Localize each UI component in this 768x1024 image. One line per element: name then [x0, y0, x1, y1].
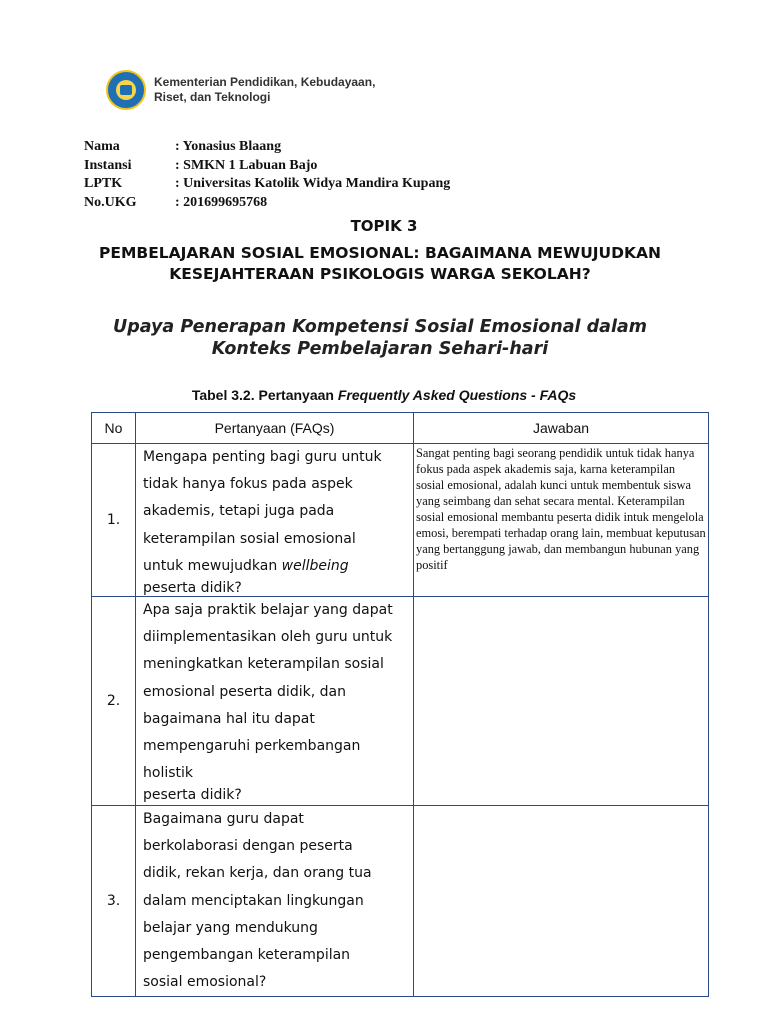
question-line: peserta didik?: [143, 787, 242, 804]
table-caption-italic: Frequently Asked Questions - FAQs: [337, 387, 577, 403]
header-question: Pertanyaan (FAQs): [136, 413, 414, 444]
table-header-row: [92, 413, 709, 444]
answer-cell[interactable]: Sangat penting bagi seorang pendidik untuk tidak hanya fokus pada aspek akademis saja, karna keterampilan sosial emosional, adalah kunci untuk membentuk siswa yang seimbang dan sehat secara mental. Keterampilan sosial emosional membantu peserta didik intuk mengelola emosi, berempati terhadap orang lain, membuat keputusan yang bertanggung jawab, dan membangun hubunan yang positif: [414, 444, 709, 597]
question-line: pengembangan keterampilan: [143, 947, 351, 964]
subtitle-line2: Konteks Pembelajaran Sehari-hari: [211, 339, 549, 359]
question-line: bagaimana hal itu dapat: [143, 710, 315, 727]
question-line: tidak hanya fokus pada aspek: [143, 476, 353, 493]
ministry-emblem-icon: [106, 70, 146, 110]
question-cell: [136, 806, 414, 997]
ministry-name-line2: Riset, dan Teknologi: [154, 90, 271, 104]
identity-label: LPTK: [84, 176, 123, 191]
row-number: 3.: [92, 806, 136, 997]
main-title: [60, 243, 700, 285]
subtitle: [60, 316, 700, 360]
question-line: diimplementasikan oleh guru untuk: [143, 629, 393, 646]
question-line: berkolaborasi dengan peserta: [143, 838, 353, 855]
question-line: Mengapa penting bagi guru untuk: [143, 449, 382, 465]
question-line: holistik: [143, 765, 193, 782]
identity-label: Instansi: [84, 157, 132, 173]
question-line: belajar yang mendukung: [143, 919, 318, 936]
question-cell: [136, 444, 414, 597]
identity-label: Nama: [84, 139, 120, 154]
identity-value: : 201699695768: [175, 194, 268, 210]
question-text: untuk mewujudkan: [143, 557, 282, 574]
question-line: sosial emosional?: [143, 974, 267, 991]
table-row: [92, 597, 709, 806]
question-line: emosional peserta didik, dan: [143, 683, 346, 700]
question-italic: wellbeing: [281, 557, 349, 574]
identity-label: No.UKG: [84, 194, 137, 210]
identity-value: : SMKN 1 Labuan Bajo: [175, 157, 318, 173]
table-caption-prefix: Tabel 3.2. Pertanyaan: [191, 387, 338, 403]
ministry-logo: [106, 70, 375, 110]
table-caption: [0, 387, 768, 403]
question-line: keterampilan sosial emosional: [143, 530, 356, 547]
identity-row-no-ukg: [84, 194, 450, 213]
identity-row-instansi: [84, 157, 450, 176]
question-line: didik, rekan kerja, dan orang tua: [143, 865, 372, 882]
main-title-line1: PEMBELAJARAN SOSIAL EMOSIONAL: BAGAIMANA MEWUJUDKAN: [99, 244, 661, 262]
table-row: [92, 444, 709, 597]
header-no: No: [92, 413, 136, 444]
answer-cell[interactable]: [414, 597, 709, 806]
question-line: akademis, tetapi juga pada: [143, 503, 335, 520]
question-cell: [136, 597, 414, 806]
main-title-line2: KESEJAHTERAAN PSIKOLOGIS WARGA SEKOLAH?: [169, 265, 591, 283]
topic-heading: TOPIK 3: [350, 217, 418, 235]
question-line: Apa saja praktik belajar yang dapat: [143, 602, 393, 619]
subtitle-line1: Upaya Penerapan Kompetensi Sosial Emosional dalam: [113, 317, 647, 337]
question-line: Bagaimana guru dapat: [143, 811, 304, 828]
question-line: mempengaruhi perkembangan: [143, 738, 361, 755]
question-line: [143, 553, 413, 580]
table-row: [92, 806, 709, 997]
ministry-name-line1: Kementerian Pendidikan, Kebudayaan,: [154, 75, 376, 89]
identity-block: [84, 138, 450, 212]
header-answer: Jawaban: [414, 413, 709, 444]
question-line: meningkatkan keterampilan sosial: [143, 656, 384, 673]
ministry-name: [154, 75, 375, 105]
identity-row-nama: [84, 138, 450, 157]
row-number: 1.: [92, 444, 136, 597]
question-line: peserta didik?: [143, 580, 242, 597]
question-line: dalam menciptakan lingkungan: [143, 892, 364, 909]
identity-row-lptk: [84, 175, 450, 194]
row-number: 2.: [92, 597, 136, 806]
faq-table: [91, 412, 709, 997]
identity-value: : Yonasius Blaang: [175, 139, 282, 154]
identity-value: : Universitas Katolik Widya Mandira Kupang: [175, 176, 451, 191]
answer-cell[interactable]: [414, 806, 709, 997]
